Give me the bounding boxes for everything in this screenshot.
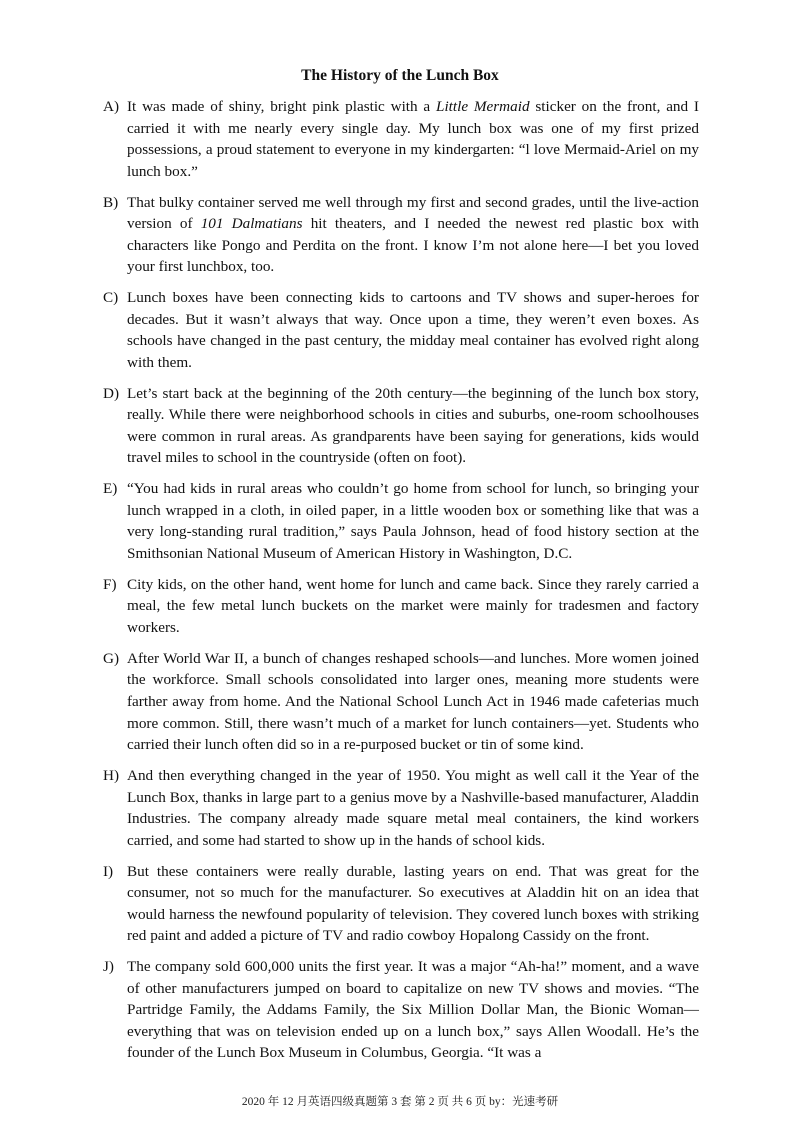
paragraph-text (127, 194, 699, 276)
paragraph-g (103, 648, 699, 756)
paragraph-b (103, 192, 699, 278)
text-segment: That bulky container served me well through my first and second grades, until the live-action version of (127, 193, 699, 233)
paragraph-text (127, 863, 699, 945)
article-body (103, 96, 699, 1073)
text-segment: After World War II, a bunch of changes reshaped schools—and lunches. More women joined the workforce. Small schools consolidated into larger ones, meaning more students were farther away from home. And the National School Lunch Act in 1946 made cafeterias much more common. Still, there wasn’t much of a market for lunch containers—yet. Students who carried their lunch often did so in a re-purposed bucket or tin of some kind. (127, 649, 699, 754)
paragraph-text (127, 767, 699, 849)
article-title: The History of the Lunch Box (301, 67, 499, 84)
italic-title-text: Little Mermaid (436, 98, 530, 115)
text-segment: But these containers were really durable, lasting years on end. That was great for the consumer, not so much for the manufacturer. So executives at Aladdin hit on an idea that would harness the newfound popularity of television. They covered lunch boxes with striking red paint and added a picture of TV and radio cowboy Hopalong Cassidy on the front. (127, 862, 699, 945)
paragraph-e (103, 478, 699, 564)
paragraph-c (103, 287, 699, 373)
paragraph-text (127, 958, 699, 1061)
paragraph-i (103, 861, 699, 947)
paragraph-label: G) (103, 649, 120, 667)
text-segment: hit theaters, and I needed the newest red plastic box with characters like Pongo and Perdita on the front. I know I’m not alone here—I bet you loved your first lunchbox, too. (127, 215, 699, 276)
paragraph-d (103, 383, 699, 469)
page-footer: 2020 年 12 月英语四级真题第 3 套 第 2 页 共 6 页 by：光速考研 (241, 1096, 559, 1108)
italic-title-text: 101 Dalmatians (200, 215, 303, 233)
paragraph-text (127, 480, 699, 562)
paragraph-label: J) (103, 958, 114, 976)
text-segment: City kids, on the other hand, went home for lunch and came back. Since they rarely carried a meal, the few metal lunch buckets on the market were mainly for tradesmen and factory workers. (127, 575, 699, 636)
paragraph-text (127, 385, 699, 467)
paragraph-h (103, 765, 699, 851)
paragraph-f (103, 574, 699, 639)
text-segment: Lunch boxes have been connecting kids to cartoons and TV shows and super-heroes for decades. But it wasn’t always that way. Once upon a time, they weren’t even boxes. As schools have changed in the past century, the midday meal container has evolved right along with them. (127, 289, 699, 371)
paragraph-label: D) (103, 384, 120, 402)
paragraph-text (127, 650, 699, 753)
text-segment: Let’s start back at the beginning of the 20th century—the beginning of the lunch box story, really. While there were neighborhood schools in cities and suburbs, one-room schoolhouses were common in rural areas. As grandparents have been saying for generations, kids would travel miles to school in the countryside (often on foot). (127, 384, 699, 467)
paragraph-label: I) (103, 862, 114, 880)
paragraph-text (127, 98, 699, 180)
text-segment: The company sold 600,000 units the first year. It was a major “Ah-ha!” moment, and a wave of other manufacturers jumped on board to capitalize on new TV shows and movies. “The Partridge Family, the Addams Family, the Six Million Dollar Man, the Bionic Woman—everything that was on television ended up on a lunch box,” says Allen Woodall. He’s the founder of the Lunch Box Museum in Columbus, Georgia. “It was a (127, 958, 699, 1062)
paragraph-label: C) (103, 289, 119, 307)
paragraph-label: F) (103, 575, 117, 593)
paragraph-text (127, 576, 699, 636)
paragraph-label: H) (103, 766, 120, 784)
text-segment: It was made of shiny, bright pink plastic with a (127, 98, 436, 115)
text-segment: sticker on the front, and I carried it with me nearly every single day. My lunch box was one of my first prized possessions, a proud statement to everyone in my kindergarten: “l love Mermaid-Ariel on my lunch box.” (127, 98, 699, 180)
text-segment: And then everything changed in the year of 1950. You might as well call it the Year of the Lunch Box, thanks in large part to a genius move by a Nashville-based manufacturer, Aladdin Industries. The company already made square metal meal containers, the kind workers carried, and some had started to show up in the hands of school kids. (127, 766, 699, 849)
paragraph-label: B) (103, 193, 119, 211)
paragraph-label: E) (103, 480, 118, 498)
paragraph-j (103, 956, 699, 1064)
paragraph-a (103, 96, 699, 182)
paragraph-text (127, 289, 699, 371)
paragraph-label: A) (103, 98, 120, 115)
text-segment: “You had kids in rural areas who couldn’t go home from school for lunch, so bringing your lunch wrapped in a cloth, in oiled paper, in a little wooden box or something like that was a very long-standing rural tradition,” says Paula Johnson, head of food history section at the Smithsonian National Museum of American History in Washington, D.C. (127, 480, 699, 563)
